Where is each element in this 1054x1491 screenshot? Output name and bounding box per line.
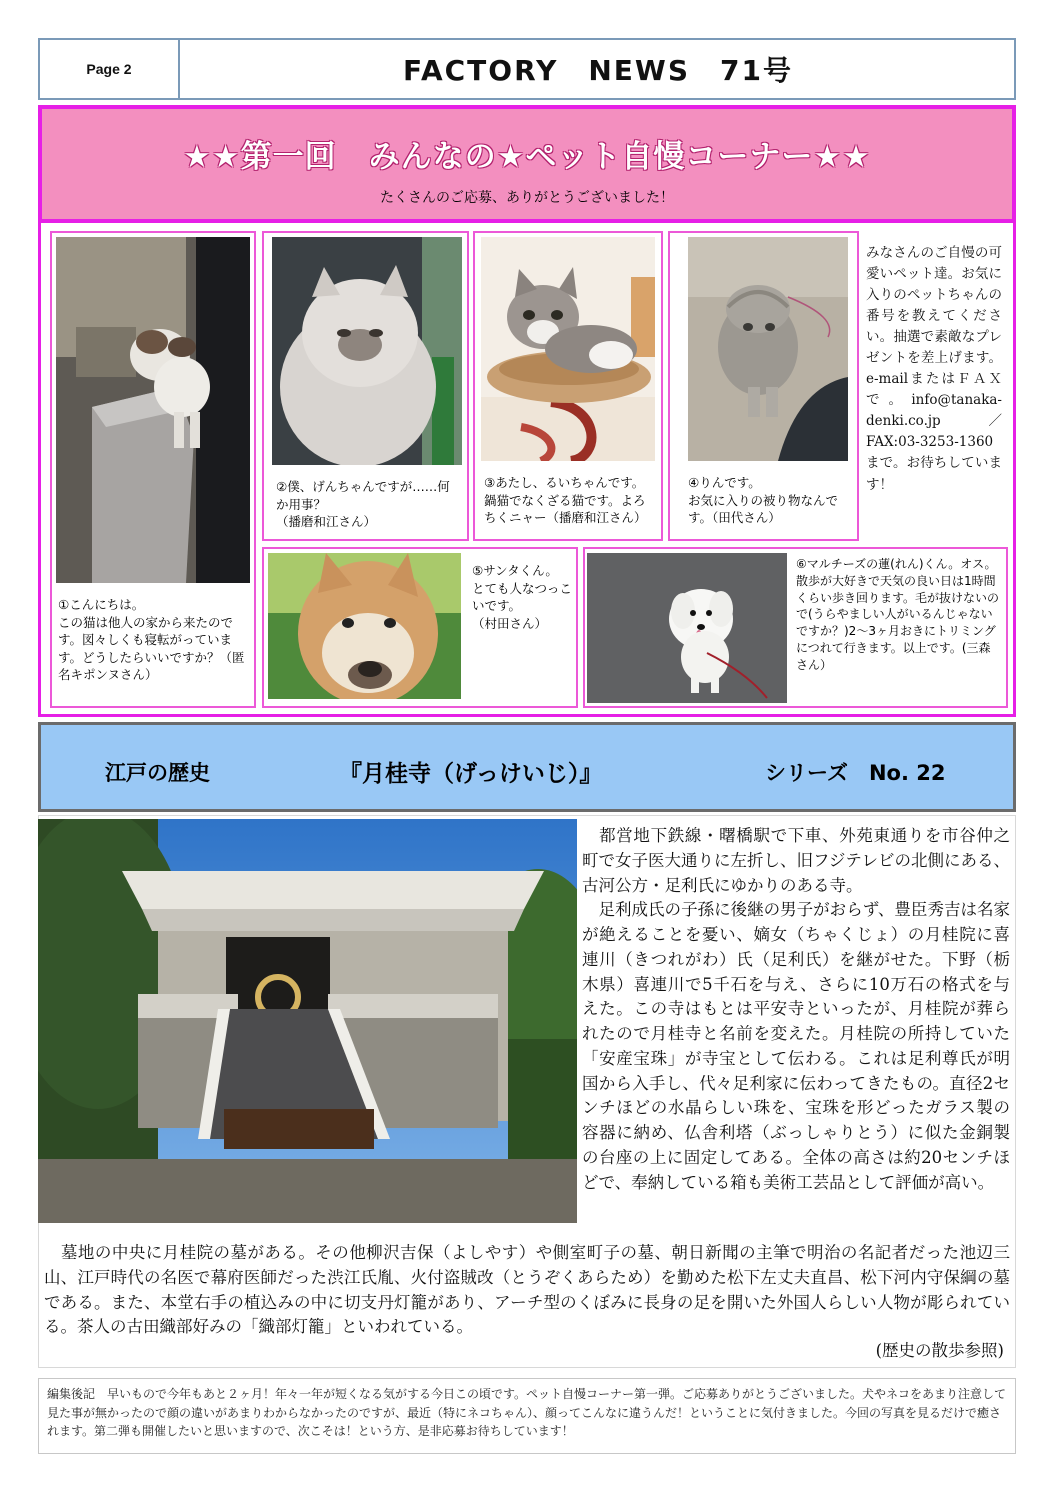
pet-caption-6: ⑥マルチーズの蓮(れん)くん。オス。散歩が大好きで天気の良い日は1時間くらい歩き回ります。毛が抜けないので(うらやましい人がいるんじゃないですか？)2～3ヶ月おきにトリミングにつれて行きます。以上です。(三森さん） [796,557,1000,672]
edo-source-note: (歴史の散歩参照) [875,1341,1004,1360]
newsletter-title: FACTORY NEWS 71号 [403,54,793,87]
temple-photo [38,819,577,1223]
pet-corner-subtitle: たくさんのご応募、ありがとうございました！ [380,190,674,206]
pet-photo-5 [268,553,461,699]
pet-caption-1: ①こんにちは。 この猫は他人の家から来たのです。図々しくも寝転がっています。どうしたらいいですか？（匿名キポンヌさん） [58,597,245,682]
pet-photo-3 [481,237,655,461]
pet-photo-1 [56,237,250,583]
edo-history-banner [38,722,1016,812]
edo-article-title: 『月桂寺（げっけいじ）』 [339,761,603,787]
page-number: Page 2 [40,40,180,98]
pet-caption-2: ②僕、げんちゃんですが……何か用事？ （播磨和江さん） [276,479,450,529]
pet-corner-banner [38,105,1016,223]
edo-series-number: シリーズ No. 22 [765,761,946,785]
edo-paragraph-2: 墓地の中央に月桂院の墓がある。その他柳沢吉保（よしやす）や側室町子の墓、朝日新聞の主筆で明治の名記者だった池辺三山、江戸時代の名医で幕府医師だった渋江氏胤、火付盗賊改（とうぞくあらため）を勤めた松下左丈夫直昌、松下河内守保綱の墓である。また、本堂右手の植込みの中に切支丹灯籠があり、アーチ型のくぼみに長身の足を開いた外国人らしい人物が彫られている。茶人の古田織部好みの「織部灯籠」といわれている。 [44,1243,1011,1337]
pet-photo-6 [587,553,787,703]
edo-section-label: 江戸の歴史 [105,761,210,785]
pet-photo-4 [688,237,848,461]
pet-caption-4: ④りんです。 お気に入りの被り物なんです。（田代さん） [688,475,839,525]
page-header [38,38,1016,100]
pet-photo-2 [272,237,462,465]
pet-corner-instructions: みなさんのご自慢の可愛いペット達。お気に入りのペットちゃんの番号を教えてください。抽選で素敵なプレゼントを差上げます。e-mailまたはＦＡＸで。info@tanaka-denki.co.jp ／FAX:03-3253-1360まで。お待ちしています！ [866,245,1002,493]
pet-caption-3: ③あたし、るいちゃんです。鍋猫でなくざる猫です。よろちくニャー（播磨和江さん） [484,475,647,525]
editor-note: 編集後記 早いもので今年もあと２ヶ月！年々一年が短くなる気がする今日この頃です。ペット自慢コーナー第一弾。ご応募ありがとうございました。犬やネコをあまり注意して見た事が無かったので顔の違いがあまりわからなかったのですが、最近（特にネコちゃん）、顔ってこんなに違うんだ！ということに気付きました。今回の写真を見るだけで癒されます。第二弾も開催したいと思いますので、次こそは！という方、是非応募お待ちしています！ [38,1378,1016,1454]
pet-corner-title: ★★第一回 みんなの★ペット自慢コーナー★★ [183,139,871,175]
edo-paragraph-1: 都営地下鉄線・曙橋駅で下車、外苑東通りを市谷仲之町で女子医大通りに左折し、旧フジテレビの北側にある、古河公方・足利氏にゆかりのある寺。 足利成氏の子孫に後継の男子がおらず、豊臣秀吉は名家が絶えることを憂い、嫡女（ちゃくじょ）の月桂院に喜連川（きつれがわ）氏（足利氏）を継がせた。下野（栃木県）喜連川で5千石を与え、さらに10万石の格式を与えた。この寺はもとは平安寺といったが、月桂院が葬られたので月桂寺と名前を変えた。月桂院の所持していた「安産宝珠」が寺宝として伝わる。これは足利尊氏が明国から入手し、代々足利家に伝わってきたもの。直径2センチほどの水晶らしい珠を、宝珠を形どったガラス製の容器に納め、仏舎利塔（ぶっしゃりとう）に似た金銅製の台座の上に固定してある。全体の高さは約20センチほどで、奉納している箱も美術工芸品として評価が高い。 [582,826,1011,1192]
pet-caption-5: ⑤サンタくん。 とても人なつっこいです。 （村田さん） [472,563,572,631]
